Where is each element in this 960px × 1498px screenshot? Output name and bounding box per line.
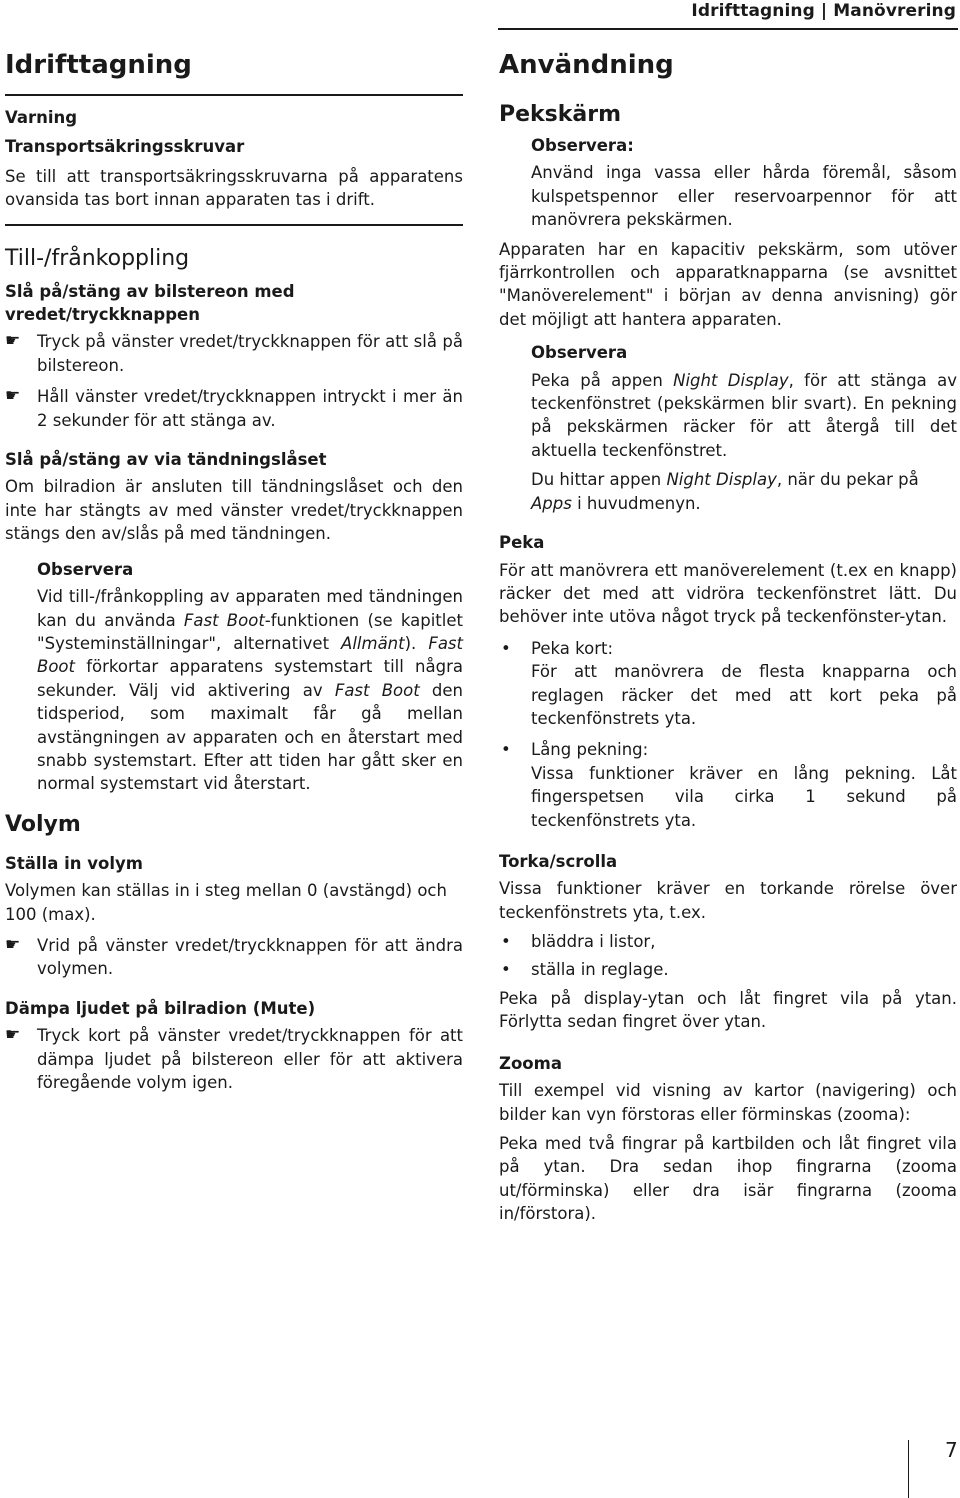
pointing-hand-icon: ☛ bbox=[5, 331, 21, 352]
pointing-hand-icon: ☛ bbox=[5, 1025, 21, 1046]
volume-heading: Volym bbox=[5, 811, 81, 837]
list-item bbox=[499, 958, 957, 981]
volume-subheading: Ställa in volym bbox=[5, 853, 143, 873]
mute-heading: Dämpa ljudet på bilradion (Mute) bbox=[5, 998, 316, 1018]
peka-heading: Peka bbox=[499, 533, 545, 553]
bullet-dot: • bbox=[501, 638, 511, 658]
onoff-step-2 bbox=[5, 385, 463, 432]
touch-note-2 bbox=[531, 341, 957, 515]
section-title-idrifttagning: Idrifttagning bbox=[5, 50, 192, 80]
touch-note-1-text: Använd inga vassa eller hårda föremål, såsom kulspetspennor eller reservoarpennor för att manövrera pekskärmen. bbox=[531, 163, 957, 230]
swipe-bullet-2: ställa in reglage. bbox=[531, 959, 669, 979]
volume-step-text: Vrid på vänster vredet/tryckknappen för att ändra volymen. bbox=[37, 935, 463, 979]
pointing-hand-icon: ☛ bbox=[5, 386, 21, 407]
long-press-label: Lång pekning: bbox=[531, 740, 649, 760]
bullet-dot: • bbox=[501, 740, 511, 760]
list-item bbox=[499, 930, 957, 953]
touch-note-2-text-a: Peka på appen Night Display, för att stänga av teckenfönstret (pekskärmen blir svart). En pekning på pekskärmen räcker för att återgå till det aktuella teckenfönstret. bbox=[531, 370, 957, 460]
transport-text: Se till att transportsäkringsskruvarna på apparatens ovansida tas bort innan apparaten tas i drift. bbox=[5, 166, 463, 210]
peka-text: För att manövrera ett manöverelement (t.ex en knapp) räcker det med att vidröra teckenfönstret lätt. Du behöver inte utöva något tryck på teckenfönster-ytan. bbox=[499, 560, 957, 627]
header-rule bbox=[498, 28, 958, 30]
zoom-text-1: Till exempel vid visning av kartor (navigering) och bilder kan vyn förstoras eller förminskas (zooma): bbox=[499, 1081, 957, 1124]
swipe-text-2: Peka på display-ytan och låt fingret vila på ytan. Förlytta sedan fingret över ytan. bbox=[499, 989, 957, 1032]
swipe-text: Vissa funktioner kräver en torkande rörelse över teckenfönstrets yta, t.ex. bbox=[499, 879, 957, 922]
pointing-hand-icon: ☛ bbox=[5, 934, 21, 955]
running-header: Idrifttagning | Manövrering bbox=[691, 1, 956, 21]
onoff-step-1-text: Tryck på vänster vredet/tryckknappen för att slå på bilstereon. bbox=[37, 332, 463, 375]
section-title-anvandning: Användning bbox=[499, 50, 674, 80]
mute-step bbox=[5, 1024, 463, 1094]
onoff-step-1 bbox=[5, 330, 463, 377]
long-press-text: Vissa funktioner kräver en lång pekning. Låt fingerspetsen vila cirka 1 sekund på teckenfönstrets yta. bbox=[531, 763, 957, 830]
page-number-rule bbox=[908, 1440, 909, 1498]
list-item bbox=[499, 637, 957, 731]
short-tap-text: För att manövrera de flesta knapparna och reglagen räcker det med att kort peka på teckenfönstrets yta. bbox=[531, 662, 957, 728]
title-rule bbox=[5, 94, 463, 96]
onoff-subheading-knob: Slå på/stäng av bilstereon med vredet/tryckknappen bbox=[5, 281, 295, 325]
note-label: Observera bbox=[37, 559, 134, 579]
zoom-heading: Zooma bbox=[499, 1053, 562, 1073]
fastboot-note-text: Vid till-/frånkoppling av apparaten med tändningen kan du använda Fast Boot-funktionen (se kapitlet "Systeminställningar", alternativet Allmänt). Fast Boot förkortar apparatens systemstart till några sekunder. Välj vid aktivering av Fast Boot den tidsperiod, som maximalt får gå mellan avstängningen av apparaten och en återstart med snabb systemstart. Efter att tiden har gått sker en normal systemstart vid återstart. bbox=[37, 587, 463, 794]
onoff-heading: Till-/frånkoppling bbox=[5, 245, 190, 271]
list-item bbox=[499, 738, 957, 832]
short-tap-label: Peka kort: bbox=[531, 638, 614, 658]
zoom-text-2: Peka med två fingrar på kartbilden och låt fingret vila på ytan. Dra sedan ihop fingrarna (zooma ut/förminska) eller dra isär fingrarna (zooma in/förstora). bbox=[499, 1134, 957, 1224]
onoff-ignition-text: Om bilradion är ansluten till tändningslåset och den inte har stängts av med vänster vredet/tryckknappen stängs den av/slås på med tändningen. bbox=[5, 477, 463, 544]
touch-note-1 bbox=[531, 134, 957, 232]
onoff-step-2-text: Håll vänster vredet/tryckknappen intryckt i mer än 2 sekunder för att stänga av. bbox=[37, 387, 463, 430]
volume-text: Volymen kan ställas in i steg mellan 0 (avstängd) och 100 (max). bbox=[5, 881, 447, 924]
volume-step bbox=[5, 934, 463, 981]
bullet-dot: • bbox=[501, 959, 511, 979]
right-column bbox=[499, 40, 957, 1226]
warning-label: Varning bbox=[5, 108, 78, 127]
note-label: Observera bbox=[531, 343, 628, 363]
swipe-bullet-1: bläddra i listor, bbox=[531, 932, 656, 952]
swipe-heading: Torka/scrolla bbox=[499, 851, 618, 871]
touch-heading: Pekskärm bbox=[499, 102, 622, 127]
fastboot-note bbox=[37, 558, 463, 796]
bullet-dot: • bbox=[501, 932, 511, 952]
page-number: 7 bbox=[945, 1438, 958, 1462]
note-label: Observera: bbox=[531, 136, 634, 155]
warning-rule bbox=[5, 224, 463, 226]
onoff-subheading-ignition: Slå på/stäng av via tändningslåset bbox=[5, 450, 327, 470]
touch-text: Apparaten har en kapacitiv pekskärm, som utöver fjärrkontrollen och apparatknapparna (se avsnittet "Manöverelement" i början av denna anvisning) gör det möjligt att hantera apparaten. bbox=[499, 239, 957, 329]
mute-step-text: Tryck kort på vänster vredet/tryckknappen för att dämpa ljudet på bilstereon eller för att aktivera föregående volym igen. bbox=[37, 1026, 463, 1092]
left-column bbox=[5, 40, 463, 1094]
touch-note-2-text-b: Du hittar appen Night Display, när du pekar på Apps i huvudmenyn. bbox=[531, 470, 919, 513]
transport-heading: Transportsäkringsskruvar bbox=[5, 137, 245, 157]
